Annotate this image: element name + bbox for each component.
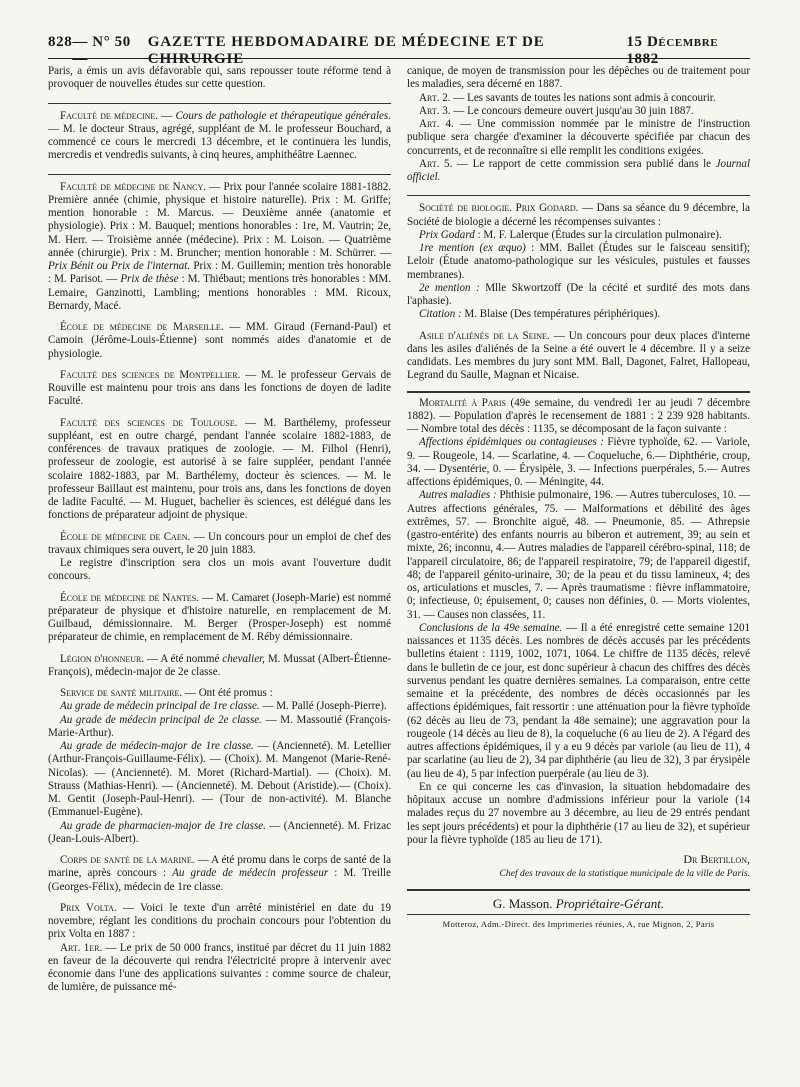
page-number: 828	[48, 34, 73, 50]
paragraph: Prix Volta. — Voici le texte d'un arrêté ministériel en date du 19 novembre, réglant les conditions du prochain concours pour l'obtention du prix Volta en 1887 :	[48, 901, 391, 941]
paragraph: Art. 3. — Le concours demeure ouvert jusqu'au 30 juin 1887.	[419, 104, 694, 117]
journal-title: GAZETTE HEBDOMADAIRE DE MÉDECINE ET DE CHIRURGIE	[147, 34, 545, 67]
paragraph: Au grade de médecin-major de 1re classe. — (Ancienneté). M. Letellier (Arthur-François-Guillaume-Félix). — (Choix). M. Mangenot (Marie-René-Nicolas). — (Ancienneté). M. Moret (Richard-Martial). — (Choix). M. Strauss (Mathias-Henri). — (Ancienneté). M. Debout (Aristide).— (Choix). M. Gentit (Joseph-Paul-Henri). — (Tour de non-activité). M. Blanche (Emmanuel-Eugène).	[48, 740, 391, 819]
paragraph: Art. 4. — Une commission nommée par le ministre de l'instruction publique sera chargée d'examiner la découverte spécifiée par chacun des concurrents, et de reconnaître si elle remplit les conditions exigées.	[407, 118, 751, 157]
paragraph: En ce qui concerne les cas d'invasion, la situation hebdomadaire des hôpitaux accuse un nombre d'admissions inférieur pour la variole (14 malades reçus du 27 novembre au 3 décembre, au lieu de 29 entrés pendant les sept jours précédents) et pour la diphthérie (17 au lieu de 32), et supérieur pour la fièvre typhoïde (185 au lieu de 171).	[407, 780, 750, 846]
divider	[407, 889, 750, 891]
printer-line: Motteroz, Adm.-Direct. des Imprimeries réunies, A, rue Mignon, 2, Paris	[442, 918, 715, 929]
paragraph: Au grade de médecin principal de 1re classe. — M. Pallé (Joseph-Pierre).	[60, 700, 387, 713]
paragraph: Société de biologie. Prix Godard. — Dans sa séance du 9 décembre, la Société de biologie a décerné les récompenses suivantes :	[407, 202, 750, 228]
paragraph: Au grade de médecin principal de 2e classe. — M. Massoutié (François-Marie-Arthur).	[48, 713, 391, 739]
paragraph: Art. 5. — Le rapport de cette commission sera publié dans le Journal officiel.	[407, 157, 751, 183]
paragraph: Conclusions de la 49e semaine. — Il a été enregistré cette semaine 1201 naissances et 1135 décès. Les nombres de décès accusés par les précédents bulletins étaient : 1119, 1002, 1071, 1064. Le chiffre de 1135 décès, relevé dans le bulletin de ce jour, est donc supérieur à chacun des chiffres des décès survenus pendant les quatre dernières semaines. La comparaison, entre cette semaine et la précédente, des nombres de décès occasionnés par les affections épidémiques, fait ressortir : une atténuation pour la fièvre typhoïde (62 décès au lieu de 73, pendant la 48e semaine); une aggravation pour la rougeole (14 décès au lieu de 8), la coqueluche (6 au lieu de 2). A l'égard des autres affections épidémiques, il y a eu 9 décès par variole (au lieu de 11), 4 par scarlatine (au lieu de 2), 34 par diphthérie (au lieu de 32), 3 par érysipèle (au lieu de 4), 5 par infection puerpérale (au lieu de 3).	[407, 621, 750, 780]
paragraph: Le registre d'inscription sera clos un mois avant l'ouverture dudit concours.	[48, 557, 391, 583]
paragraph: 2e mention : Mlle Skwortzoff (De la cécité et surdité des mots dans l'aphasie).	[407, 281, 750, 307]
signature: Dr Bertillon,	[683, 852, 750, 866]
paragraph: Paris, a émis un avis défavorable qui, sans repousser toute réforme tend à provoquer de nouvelles études sur cette question.	[48, 65, 391, 91]
paragraph: Faculté des sciences de Montpellier. — M. le professeur Gervais de Rouville est maintenu pour trois ans dans les fonctions de doyen de ladite Faculté.	[48, 368, 392, 408]
divider	[407, 195, 750, 196]
right-column	[407, 65, 750, 995]
paragraph: Légion d'honneur. — A été nommé chevalier, M. Mussat (Albert-Étienne-François), médecin-major de 2e classe.	[48, 652, 392, 678]
paragraph: Citation : M. Blaise (Des températures périphériques).	[419, 308, 661, 321]
paragraph: Prix Godard : M. F. Lalerque (Études sur la circulation pulmonaire).	[419, 228, 722, 241]
paragraph: Au grade de pharmacien-major de 1re classe. — (Ancienneté). M. Frizac (Jean-Louis-Albert).	[48, 819, 392, 845]
signature-title: Chef des travaux de la statistique municipale de la ville de Paris.	[499, 868, 750, 880]
paragraph: Art. 2. — Les savants de toutes les nations sont admis à concourir.	[419, 91, 716, 104]
paragraph: Corps de santé de la marine. — A été promu dans le corps de santé de la marine, après concours : Au grade de médecin professeur : M. Treille (Georges-Félix), médecin de 1re classe.	[48, 854, 392, 893]
paragraph: Faculté des sciences de Toulouse. — M. Barthélemy, professeur suppléant, est en outre chargé, pendant l'année scolaire 1882-1883, de conférences de travaux pratiques de zoologie. — M. Filhol (Henri), professeur de zoologie, est autorisé à se faire suppléer, pendant l'année scolaire 1882-1883, par M. Barthélemy, docteur ès sciences. — M. le professeur Baillaut est maintenu, pour trois ans, dans les fonctions de doyen de ladite Faculté. — M. Huguet, bachelier ès sciences, est délégué dans les fonctions de préparateur adjoint de physique.	[48, 416, 391, 522]
paragraph: Autres maladies : Phthisie pulmonaire, 196. — Autres tuberculoses, 10. — Autres affections générales, 75. — Malformations et débilité des âges extrêmes, 57. — Bronchite aiguë, 48. — Pneumonie, 85. — Athrepsie (gastro-entérite) des enfants nourris au biberon et autrement, 39; au sein et mixte, 26; inconnu, 4.— Autres maladies de l'appareil cérébro-spinal, 118; de l'appareil circulatoire, 86; de l'appareil respiratoire, 79; de l'appareil digestif, 48; de l'appareil génito-urinaire, 30; de la peau et du tissu lamineux, 4; des os, articulations et muscles, 7. — Après traumatisme : fièvre inflammatoire, 0; infectieuse, 0; épuisement, 0; causes non définies, 0. — Morts violentes, 31. — Causes non classées, 11.	[407, 489, 750, 621]
paragraph: canique, de moyen de transmission pour les dépêches ou de traitement pour les maladies, sera décerné en 1887.	[407, 65, 750, 91]
paragraph: École de médecine de Marseille. — MM. Giraud (Fernand-Paul) et Camoin (Jérôme-Louis-Étienne) sont nommés aides d'anatomie et de physiologie.	[48, 321, 392, 360]
paragraph: Faculté de médecine. — Cours de pathologie et thérapeutique générales. — M. le docteur Straus, agrégé, suppléant de M. le professeur Bouchard, a commencé ce cours le mercredi 13 décembre, et le continuera les lundis, mercredis et vendredis suivants, à cinq heures, amphithéâtre Laennec.	[48, 109, 391, 162]
two-column-body	[48, 65, 750, 995]
divider	[407, 391, 750, 393]
paragraph: Faculté de médecine de Nancy. — Prix pour l'année scolaire 1881-1882. Première année (chimie, physique et histoire naturelle). Prix : M. Griffe; mention honorable : M. Marcus. — Deuxième année (anatomie et physiologie). Prix : M. Bauquel; mentions honorables : 1re, M. Vautrin; 2e, M. Herr. — Troisième année (médecine). Prix : M. Loison. — Quatrième année (chirurgie). Prix : M. Bruncher; mention honorable : M. Schürrer. — Prix Bénit ou Prix de l'internat. Prix : M. Guillemin; mention très honorable : M. Parisot. — Prix de thèse : M. Thiébaut; mentions très honorables : MM. Lemaire, Ganzinotti, Lambling; mentions honorables : MM. Ricoux, Bernardy, Macé.	[48, 180, 392, 312]
divider	[48, 103, 391, 104]
divider	[48, 174, 391, 175]
paragraph: Mortalité à Paris (49e semaine, du vendredi 1er au jeudi 7 décembre 1882). — Population d'après le recensement de 1881 : 2 239 928 habitants. — Nombre total des décès : 1135, se décomposant de la façon suivante :	[407, 396, 750, 435]
paragraph: École de médecine de Nantes. — M. Camaret (Joseph-Marie) est nommé préparateur de physique et d'histoire naturelle, en remplacement de M. Guilbaud, démissionnaire. M. Berger (Prosper-Joseph) est nommé préparateur de chimie, en remplacement de M. Réby démissionnaire.	[48, 591, 391, 644]
paragraph: Affections épidémiques ou contagieuses : Fièvre typhoïde, 62. — Variole, 9. — Rougeole, 14. — Scarlatine, 4. — Coqueluche, 6.— Diphthérie, croup, 34. — Dysentérie, 0. — Érysipèle, 3. — Infections puerpérales, 5.— Autres affections épidémiques, 0. — Méningite, 44.	[407, 436, 750, 488]
left-column	[48, 65, 391, 995]
paragraph: Service de santé militaire. — Ont été promus :	[60, 687, 273, 699]
issue-number: — N° 50 —	[72, 34, 131, 67]
divider	[407, 914, 750, 915]
issue-date: 15 Décembre 1882	[626, 34, 719, 67]
publisher-line: G. Masson. Propriétaire-Gérant.	[492, 895, 665, 911]
paragraph: Asile d'aliénés de la Seine. — Un concours pour deux places d'interne dans les asiles d'aliénés de la Seine a été ouvert le 4 décembre. Il y a seize candidats. Les membres du jury sont MM. Ball, Dagonet, Falret, Hallopeau, Legrand du Saulle, Magnan et Nicaise.	[407, 329, 750, 382]
paragraph: Art. 1er. — Le prix de 50 000 francs, institué par décret du 11 juin 1882 en faveur de la découverte qui rendra l'électricité propre à intervenir avec économie dans l'une des applications suivantes : comme source de chaleur, de lumière, de puissance mé-	[48, 941, 391, 994]
paragraph: 1re mention (ex æquo) : MM. Ballet (Études sur le faisceau sensitif); Leloir (Étude anatomo-pathologique sur les vésicules, pustules et fausses membranes).	[407, 242, 750, 281]
paragraph: École de médecine de Caen. — Un concours pour un emploi de chef des travaux chimiques sera ouvert, le 20 juin 1883.	[48, 530, 391, 556]
page-header	[48, 34, 750, 67]
